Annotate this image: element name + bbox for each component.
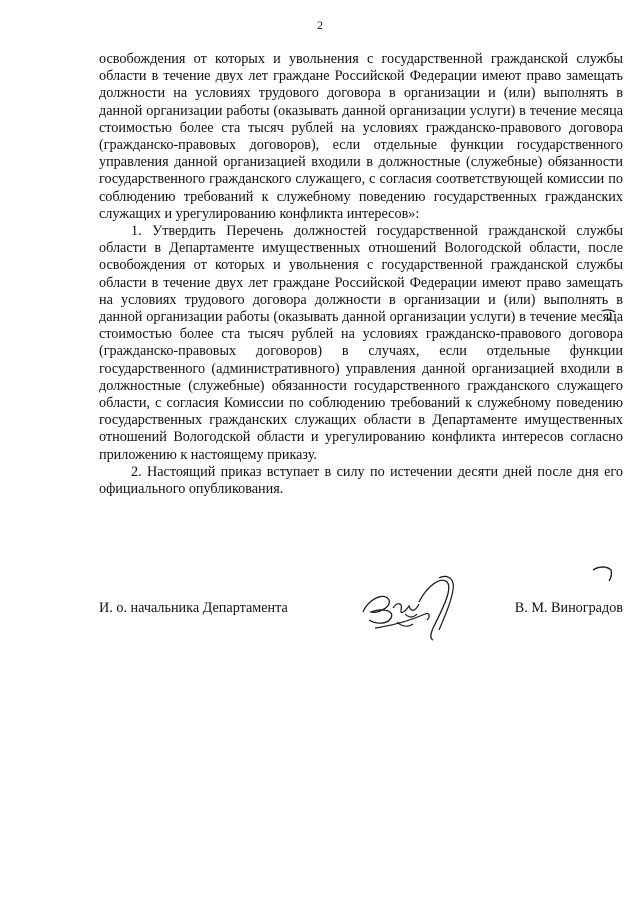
corner-pen-mark	[591, 565, 615, 583]
signer-name: В. М. Виноградов	[514, 600, 623, 616]
document-body	[99, 51, 623, 498]
handwritten-signature	[355, 568, 465, 648]
signer-title: И. о. начальника Департамента	[99, 600, 288, 616]
paragraph-item-2: 2. Настоящий приказ вступает в силу по истечении десяти дней после дня его официального опубликования.	[99, 463, 623, 498]
paragraph-continuation: освобождения от которых и увольнения с государственной гражданской службы области в течение двух лет граждане Российской Федерации имеют право замещать должности на условиях трудового договора в организации и (или) выполнять в данной организации работы (оказывать данной организации услуги) в течение месяца стоимостью более ста тысяч рублей на условиях гражданско-правового договора (гражданско-правовых договоров), если отдельные функции государственного управления данной организацией входили в должностные (служебные) обязанности государственного гражданского служащего, с согласия соответствующей комиссии по соблюдению требований к служебному поведению государственных гражданских служащих и урегулированию конфликта интересов»:	[99, 51, 623, 222]
margin-pen-mark	[600, 308, 618, 322]
page-number: 2	[317, 18, 323, 32]
paragraph-item-1: 1. Утвердить Перечень должностей государственной гражданской службы области в Департаменте имущественных отношений Вологодской области, после освобождения от которых и увольнения с государственной гражданской службы области в течение двух лет граждане Российской Федерации имеют право замещать на условиях трудового договора должности в организации и (или) выполнять в данной организации работы (оказывать данной организации услуги) в течение месяца стоимостью более ста тысяч рублей на условиях гражданско-правового договора (гражданско-правовых договоров) в случаях, если отдельные функции государственного (административного) управления данной организацией входили в должностные (служебные) обязанности государственного гражданского служащего области, с согласия Комиссии по соблюдению требований к служебному поведению государственных гражданских служащих области в Департаменте имущественных отношений Вологодской области и урегулированию конфликта интересов согласно приложению к настоящему приказу.	[99, 223, 623, 463]
